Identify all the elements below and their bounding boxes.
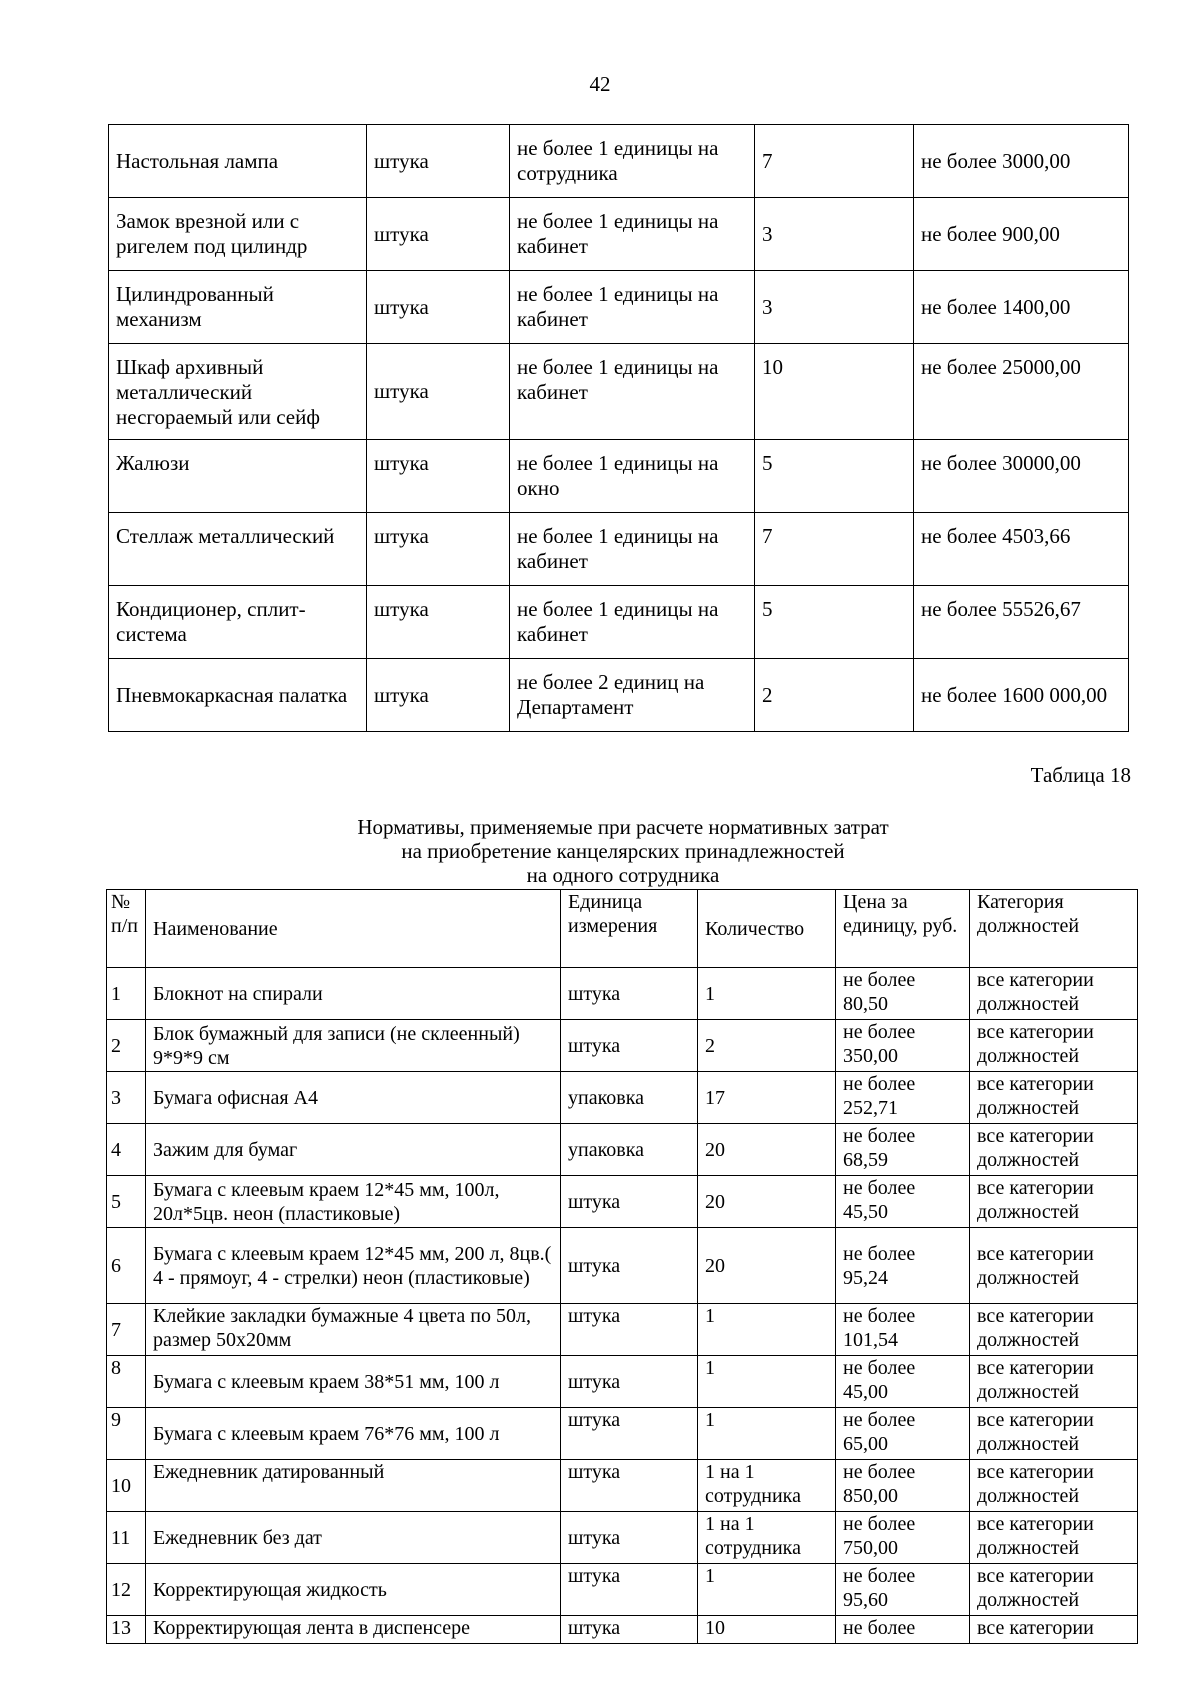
row-unit: штука bbox=[561, 1408, 698, 1460]
row-unit: штука bbox=[561, 1304, 698, 1356]
row-category: все категории должностей bbox=[970, 1356, 1138, 1408]
table-row bbox=[107, 1072, 1138, 1124]
row-num: 1 bbox=[107, 968, 146, 1020]
row-name: Корректирующая лента в диспенсере bbox=[146, 1616, 561, 1644]
row-category: все категории должностей bbox=[970, 1228, 1138, 1304]
item-norm: не более 1 единицы на кабинет bbox=[510, 344, 755, 440]
row-name: Ежедневник без дат bbox=[146, 1512, 561, 1564]
header-num: № п/п bbox=[107, 890, 146, 968]
item-years: 5 bbox=[755, 586, 914, 659]
row-name: Бумага с клеевым краем 12*45 мм, 200 л, 8цв.( 4 - прямоуг, 4 - стрелки) неон (пластиковые) bbox=[146, 1228, 561, 1304]
item-unit: штука bbox=[367, 586, 510, 659]
row-num: 5 bbox=[107, 1176, 146, 1228]
item-price: не более 4503,66 bbox=[914, 513, 1129, 586]
item-years: 2 bbox=[755, 659, 914, 732]
item-years: 7 bbox=[755, 513, 914, 586]
row-price: не более 45,50 bbox=[836, 1176, 970, 1228]
item-years: 5 bbox=[755, 440, 914, 513]
row-name: Блокнот на спирали bbox=[146, 968, 561, 1020]
row-qty: 1 bbox=[698, 1356, 836, 1408]
page-number: 42 bbox=[589, 72, 611, 96]
item-name: Замок врезной или с ригелем под цилиндр bbox=[109, 198, 367, 271]
table-title bbox=[108, 815, 1138, 887]
item-unit: штука bbox=[367, 271, 510, 344]
row-price: не более bbox=[836, 1616, 970, 1644]
row-num: 4 bbox=[107, 1124, 146, 1176]
table-header-row bbox=[107, 890, 1138, 968]
row-unit: штука bbox=[561, 1228, 698, 1304]
item-unit: штука bbox=[367, 125, 510, 198]
table-row bbox=[109, 513, 1129, 586]
row-price: не более 80,50 bbox=[836, 968, 970, 1020]
row-category: все категории должностей bbox=[970, 1460, 1138, 1512]
table-label: Таблица 18 bbox=[1030, 763, 1131, 787]
row-num: 13 bbox=[107, 1616, 146, 1644]
table-row bbox=[109, 271, 1129, 344]
table-row bbox=[107, 968, 1138, 1020]
row-price: не более 350,00 bbox=[836, 1020, 970, 1072]
table-row bbox=[109, 344, 1129, 440]
item-name: Цилиндрованный механизм bbox=[109, 271, 367, 344]
item-price: не более 55526,67 bbox=[914, 586, 1129, 659]
table-row bbox=[109, 440, 1129, 513]
row-num: 3 bbox=[107, 1072, 146, 1124]
row-price: не более 252,71 bbox=[836, 1072, 970, 1124]
row-num: 9 bbox=[107, 1408, 146, 1460]
row-qty: 1 на 1 сотрудника bbox=[698, 1512, 836, 1564]
table-title-line: Нормативы, применяемые при расчете нормативных затрат bbox=[357, 815, 889, 839]
row-category: все категории должностей bbox=[970, 1176, 1138, 1228]
row-category: все категории должностей bbox=[970, 1512, 1138, 1564]
row-category: все категории должностей bbox=[970, 1564, 1138, 1616]
header-name: Наименование bbox=[146, 890, 561, 968]
row-category: все категории должностей bbox=[970, 1124, 1138, 1176]
item-name: Стеллаж металлический bbox=[109, 513, 367, 586]
item-norm: не более 2 единиц на Департамент bbox=[510, 659, 755, 732]
row-price: не более 68,59 bbox=[836, 1124, 970, 1176]
row-price: не более 95,60 bbox=[836, 1564, 970, 1616]
row-qty: 1 bbox=[698, 968, 836, 1020]
row-num: 6 bbox=[107, 1228, 146, 1304]
row-unit: штука bbox=[561, 1020, 698, 1072]
row-price: не более 750,00 bbox=[836, 1512, 970, 1564]
row-price: не более 65,00 bbox=[836, 1408, 970, 1460]
item-norm: не более 1 единицы на окно bbox=[510, 440, 755, 513]
table-title-line: на приобретение канцелярских принадлежностей bbox=[401, 839, 845, 863]
row-qty: 1 bbox=[698, 1304, 836, 1356]
item-norm: не более 1 единицы на кабинет bbox=[510, 513, 755, 586]
item-norm: не более 1 единицы на сотрудника bbox=[510, 125, 755, 198]
row-category: все категории должностей bbox=[970, 968, 1138, 1020]
equipment-norms-table bbox=[108, 124, 1129, 732]
item-price: не более 900,00 bbox=[914, 198, 1129, 271]
item-name: Шкаф архивный металлический несгораемый или сейф bbox=[109, 344, 367, 440]
row-num: 11 bbox=[107, 1512, 146, 1564]
item-unit: штука bbox=[367, 344, 510, 440]
table-row bbox=[109, 586, 1129, 659]
row-num: 12 bbox=[107, 1564, 146, 1616]
row-category: все категории bbox=[970, 1616, 1138, 1644]
item-unit: штука bbox=[367, 659, 510, 732]
item-name: Жалюзи bbox=[109, 440, 367, 513]
row-qty: 1 bbox=[698, 1564, 836, 1616]
row-category: все категории должностей bbox=[970, 1408, 1138, 1460]
row-unit: штука bbox=[561, 1356, 698, 1408]
item-years: 7 bbox=[755, 125, 914, 198]
item-norm: не более 1 единицы на кабинет bbox=[510, 198, 755, 271]
item-price: не более 25000,00 bbox=[914, 344, 1129, 440]
item-price: не более 1600 000,00 bbox=[914, 659, 1129, 732]
header-price: Цена за единицу, руб. bbox=[836, 890, 970, 968]
row-price: не более 101,54 bbox=[836, 1304, 970, 1356]
row-qty: 2 bbox=[698, 1020, 836, 1072]
row-price: не более 850,00 bbox=[836, 1460, 970, 1512]
table-row bbox=[107, 1304, 1138, 1356]
table-title-line: на одного сотрудника bbox=[526, 863, 720, 887]
row-qty: 20 bbox=[698, 1176, 836, 1228]
table-row bbox=[109, 659, 1129, 732]
row-unit: штука bbox=[561, 1512, 698, 1564]
item-price: не более 3000,00 bbox=[914, 125, 1129, 198]
item-unit: штука bbox=[367, 513, 510, 586]
stationery-norms-table bbox=[106, 889, 1138, 1644]
table-row bbox=[107, 1564, 1138, 1616]
item-norm: не более 1 единицы на кабинет bbox=[510, 586, 755, 659]
header-unit: Единица измерения bbox=[561, 890, 698, 968]
row-unit: штука bbox=[561, 1564, 698, 1616]
table-row bbox=[109, 125, 1129, 198]
table-row bbox=[107, 1408, 1138, 1460]
row-name: Корректирующая жидкость bbox=[146, 1564, 561, 1616]
row-category: все категории должностей bbox=[970, 1304, 1138, 1356]
item-name: Настольная лампа bbox=[109, 125, 367, 198]
row-unit: штука bbox=[561, 1176, 698, 1228]
item-unit: штука bbox=[367, 198, 510, 271]
row-qty: 1 на 1 сотрудника bbox=[698, 1460, 836, 1512]
header-qty: Количество bbox=[698, 890, 836, 968]
row-qty: 10 bbox=[698, 1616, 836, 1644]
item-years: 3 bbox=[755, 198, 914, 271]
table-row bbox=[107, 1356, 1138, 1408]
item-unit: штука bbox=[367, 440, 510, 513]
row-qty: 17 bbox=[698, 1072, 836, 1124]
table-row bbox=[107, 1124, 1138, 1176]
row-num: 7 bbox=[107, 1304, 146, 1356]
table-row bbox=[107, 1512, 1138, 1564]
row-unit: штука bbox=[561, 1616, 698, 1644]
row-num: 2 bbox=[107, 1020, 146, 1072]
table-row bbox=[107, 1616, 1138, 1644]
row-price: не более 45,00 bbox=[836, 1356, 970, 1408]
table-row bbox=[107, 1176, 1138, 1228]
row-name: Зажим для бумаг bbox=[146, 1124, 561, 1176]
item-price: не более 30000,00 bbox=[914, 440, 1129, 513]
row-name: Блок бумажный для записи (не склеенный) 9*9*9 см bbox=[146, 1020, 561, 1072]
row-qty: 1 bbox=[698, 1408, 836, 1460]
row-name: Бумага с клеевым краем 76*76 мм, 100 л bbox=[146, 1408, 561, 1460]
row-num: 8 bbox=[107, 1356, 146, 1408]
row-qty: 20 bbox=[698, 1228, 836, 1304]
row-qty: 20 bbox=[698, 1124, 836, 1176]
row-name: Бумага офисная А4 bbox=[146, 1072, 561, 1124]
item-name: Пневмокаркасная палатка bbox=[109, 659, 367, 732]
row-unit: упаковка bbox=[561, 1072, 698, 1124]
row-unit: штука bbox=[561, 1460, 698, 1512]
table-row bbox=[109, 198, 1129, 271]
row-price: не более 95,24 bbox=[836, 1228, 970, 1304]
row-unit: штука bbox=[561, 968, 698, 1020]
row-name: Бумага с клеевым краем 12*45 мм, 100л, 20л*5цв. неон (пластиковые) bbox=[146, 1176, 561, 1228]
item-name: Кондиционер, сплит-система bbox=[109, 586, 367, 659]
item-price: не более 1400,00 bbox=[914, 271, 1129, 344]
row-category: все категории должностей bbox=[970, 1072, 1138, 1124]
header-category: Категория должностей bbox=[970, 890, 1138, 968]
row-category: все категории должностей bbox=[970, 1020, 1138, 1072]
item-years: 3 bbox=[755, 271, 914, 344]
row-name: Клейкие закладки бумажные 4 цвета по 50л, размер 50х20мм bbox=[146, 1304, 561, 1356]
row-name: Ежедневник датированный bbox=[146, 1460, 561, 1512]
table-row bbox=[107, 1228, 1138, 1304]
row-num: 10 bbox=[107, 1460, 146, 1512]
table-row bbox=[107, 1020, 1138, 1072]
item-norm: не более 1 единицы на кабинет bbox=[510, 271, 755, 344]
row-name: Бумага с клеевым краем 38*51 мм, 100 л bbox=[146, 1356, 561, 1408]
table-row bbox=[107, 1460, 1138, 1512]
row-unit: упаковка bbox=[561, 1124, 698, 1176]
item-years: 10 bbox=[755, 344, 914, 440]
